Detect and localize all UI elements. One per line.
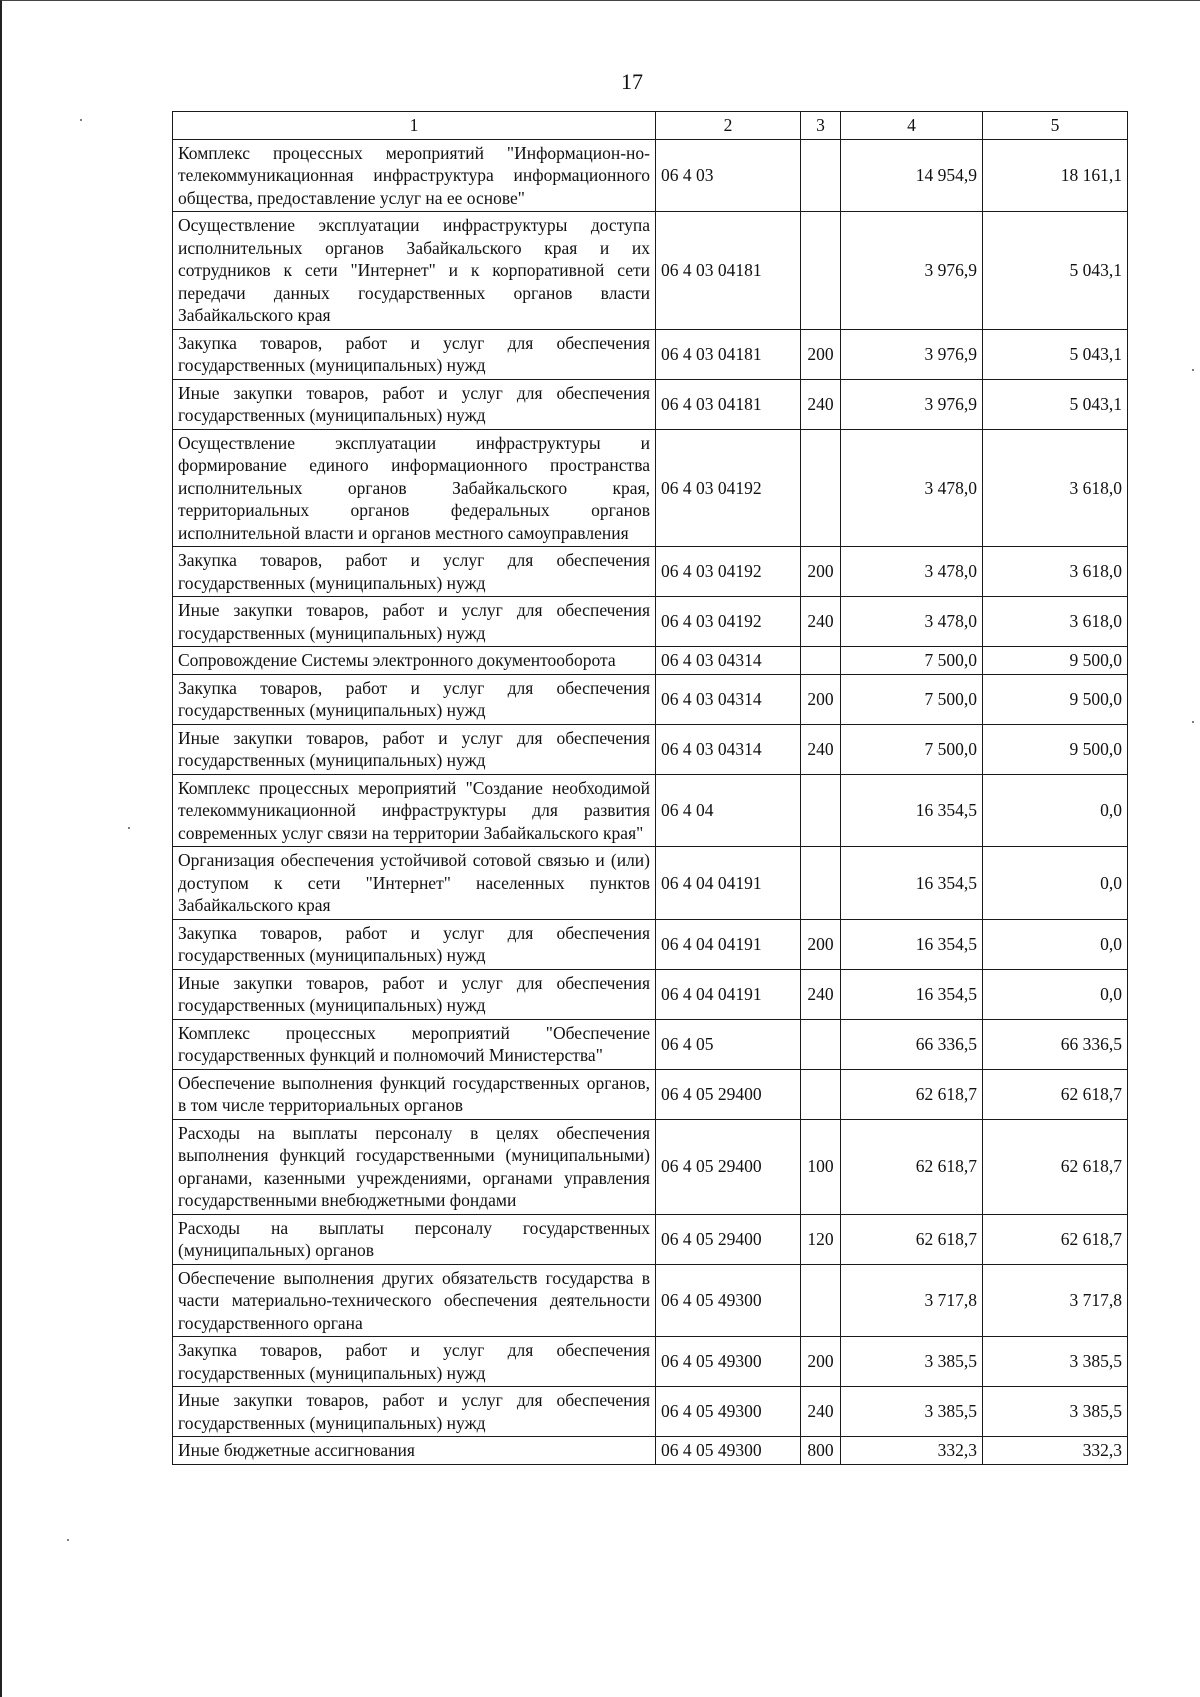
row-value-col4: 7 500,0: [841, 647, 983, 675]
row-value-col4: 66 336,5: [841, 1019, 983, 1069]
row-name: Закупка товаров, работ и услуг для обеспечения государственных (муниципальных) нужд: [173, 919, 656, 969]
row-code: 06 4 03 04181: [656, 329, 801, 379]
row-code: 06 4 05 49300: [656, 1337, 801, 1387]
row-name: Осуществление эксплуатации инфраструктуры доступа исполнительных органов Забайкальского края и их сотрудников к сети "Интернет" и к корпоративной сети передачи данных государственных органов власти Забайкальского края: [173, 212, 656, 330]
row-value-col5: 5 043,1: [983, 379, 1128, 429]
row-value-col4: 3 478,0: [841, 597, 983, 647]
row-code: 06 4 05: [656, 1019, 801, 1069]
row-name: Иные закупки товаров, работ и услуг для обеспечения государственных (муниципальных) нужд: [173, 969, 656, 1019]
header-col-1: 1: [173, 112, 656, 140]
table-row: [173, 774, 1128, 847]
row-expense-type: 200: [801, 919, 841, 969]
table-row: [173, 1337, 1128, 1387]
row-value-col4: 62 618,7: [841, 1069, 983, 1119]
row-expense-type: 200: [801, 329, 841, 379]
row-expense-type: [801, 429, 841, 547]
row-name: Организация обеспечения устойчивой сотовой связью и (или) доступом к сети "Интернет" населенных пунктов Забайкальского края: [173, 847, 656, 920]
row-value-col5: 3 717,8: [983, 1264, 1128, 1337]
row-name: Комплекс процессных мероприятий "Создание необходимой телекоммуникационной инфраструктуры для развития современных услуг связи на территории Забайкальского края": [173, 774, 656, 847]
table-row: [173, 379, 1128, 429]
scan-speck: [1192, 369, 1194, 371]
row-value-col5: 3 385,5: [983, 1337, 1128, 1387]
row-value-col4: 3 976,9: [841, 379, 983, 429]
row-value-col4: 3 976,9: [841, 212, 983, 330]
table-body: [173, 139, 1128, 1464]
row-value-col5: 0,0: [983, 774, 1128, 847]
row-value-col5: 3 618,0: [983, 547, 1128, 597]
table-row: [173, 1264, 1128, 1337]
table-row: [173, 1437, 1128, 1465]
row-code: 06 4 03 04181: [656, 212, 801, 330]
row-name: Закупка товаров, работ и услуг для обеспечения государственных (муниципальных) нужд: [173, 547, 656, 597]
row-name: Обеспечение выполнения других обязательств государства в части материально-технического обеспечения деятельности государственного органа: [173, 1264, 656, 1337]
row-value-col5: 66 336,5: [983, 1019, 1128, 1069]
budget-table: [172, 111, 1128, 1465]
row-code: 06 4 05 49300: [656, 1387, 801, 1437]
row-expense-type: [801, 1069, 841, 1119]
row-name: Иные закупки товаров, работ и услуг для обеспечения государственных (муниципальных) нужд: [173, 597, 656, 647]
table-row: [173, 1387, 1128, 1437]
row-code: 06 4 03 04314: [656, 647, 801, 675]
row-name: Иные закупки товаров, работ и услуг для обеспечения государственных (муниципальных) нужд: [173, 379, 656, 429]
row-code: 06 4 04 04191: [656, 847, 801, 920]
row-name: Сопровождение Системы электронного документооборота: [173, 647, 656, 675]
row-value-col5: 3 618,0: [983, 597, 1128, 647]
row-value-col5: 3 618,0: [983, 429, 1128, 547]
table-row: [173, 674, 1128, 724]
row-expense-type: 240: [801, 597, 841, 647]
row-name: Закупка товаров, работ и услуг для обеспечения государственных (муниципальных) нужд: [173, 674, 656, 724]
row-name: Закупка товаров, работ и услуг для обеспечения государственных (муниципальных) нужд: [173, 329, 656, 379]
row-value-col4: 62 618,7: [841, 1119, 983, 1214]
header-col-4: 4: [841, 112, 983, 140]
table-header: [173, 112, 1128, 140]
row-name: Комплекс процессных мероприятий "Информацион-но-телекоммуникационная инфраструктура информационного общества, предоставление услуг на ее основе": [173, 139, 656, 212]
header-col-5: 5: [983, 112, 1128, 140]
row-value-col4: 3 717,8: [841, 1264, 983, 1337]
row-value-col5: 0,0: [983, 919, 1128, 969]
row-value-col5: 3 385,5: [983, 1387, 1128, 1437]
table-row: [173, 969, 1128, 1019]
row-name: Иные бюджетные ассигнования: [173, 1437, 656, 1465]
row-name: Закупка товаров, работ и услуг для обеспечения государственных (муниципальных) нужд: [173, 1337, 656, 1387]
row-name: Иные закупки товаров, работ и услуг для обеспечения государственных (муниципальных) нужд: [173, 1387, 656, 1437]
row-value-col5: 0,0: [983, 847, 1128, 920]
page-number: 17: [621, 69, 643, 94]
row-value-col5: 0,0: [983, 969, 1128, 1019]
row-expense-type: 200: [801, 674, 841, 724]
row-name: Обеспечение выполнения функций государственных органов, в том числе территориальных органов: [173, 1069, 656, 1119]
row-value-col5: 5 043,1: [983, 329, 1128, 379]
row-code: 06 4 05 49300: [656, 1264, 801, 1337]
row-code: 06 4 03 04192: [656, 597, 801, 647]
row-expense-type: [801, 212, 841, 330]
row-expense-type: [801, 847, 841, 920]
row-value-col4: 16 354,5: [841, 919, 983, 969]
row-name: Комплекс процессных мероприятий "Обеспечение государственных функций и полномочий Министерства": [173, 1019, 656, 1069]
header-col-3: 3: [801, 112, 841, 140]
row-value-col5: 9 500,0: [983, 724, 1128, 774]
row-name: Иные закупки товаров, работ и услуг для обеспечения государственных (муниципальных) нужд: [173, 724, 656, 774]
row-name: Осуществление эксплуатации инфраструктуры и формирование единого информационного пространства исполнительных органов Забайкальского края, территориальных органов федеральных органов исполнительной власти и органов местного самоуправления: [173, 429, 656, 547]
table-row: [173, 647, 1128, 675]
row-code: 06 4 05 29400: [656, 1119, 801, 1214]
header-col-2: 2: [656, 112, 801, 140]
row-expense-type: 800: [801, 1437, 841, 1465]
scan-speck: [67, 1539, 69, 1541]
row-expense-type: 240: [801, 724, 841, 774]
row-value-col5: 62 618,7: [983, 1069, 1128, 1119]
row-code: 06 4 04 04191: [656, 919, 801, 969]
table-row: [173, 1214, 1128, 1264]
row-value-col4: 3 478,0: [841, 429, 983, 547]
table-row: [173, 429, 1128, 547]
row-expense-type: 240: [801, 379, 841, 429]
row-code: 06 4 03 04314: [656, 674, 801, 724]
row-code: 06 4 04: [656, 774, 801, 847]
row-expense-type: [801, 647, 841, 675]
row-code: 06 4 05 29400: [656, 1069, 801, 1119]
table-row: [173, 1069, 1128, 1119]
row-value-col4: 16 354,5: [841, 847, 983, 920]
table-row: [173, 847, 1128, 920]
table-row: [173, 1019, 1128, 1069]
table-row: [173, 547, 1128, 597]
row-expense-type: [801, 1019, 841, 1069]
row-code: 06 4 03 04192: [656, 547, 801, 597]
table-row: [173, 139, 1128, 212]
scan-speck: [128, 827, 130, 829]
row-code: 06 4 05 29400: [656, 1214, 801, 1264]
row-value-col4: 332,3: [841, 1437, 983, 1465]
table-row: [173, 919, 1128, 969]
row-value-col4: 16 354,5: [841, 969, 983, 1019]
row-value-col4: 3 385,5: [841, 1387, 983, 1437]
row-value-col4: 16 354,5: [841, 774, 983, 847]
row-value-col5: 18 161,1: [983, 139, 1128, 212]
row-expense-type: 120: [801, 1214, 841, 1264]
row-expense-type: 240: [801, 969, 841, 1019]
row-value-col4: 14 954,9: [841, 139, 983, 212]
row-value-col5: 62 618,7: [983, 1119, 1128, 1214]
row-expense-type: [801, 1264, 841, 1337]
row-value-col4: 7 500,0: [841, 674, 983, 724]
row-value-col4: 3 478,0: [841, 547, 983, 597]
row-code: 06 4 04 04191: [656, 969, 801, 1019]
row-value-col5: 9 500,0: [983, 647, 1128, 675]
row-expense-type: [801, 774, 841, 847]
row-name: Расходы на выплаты персоналу государственных (муниципальных) органов: [173, 1214, 656, 1264]
table-row: [173, 1119, 1128, 1214]
row-value-col4: 3 385,5: [841, 1337, 983, 1387]
table-row: [173, 329, 1128, 379]
row-code: 06 4 03: [656, 139, 801, 212]
scan-speck: [1192, 721, 1194, 723]
row-value-col5: 5 043,1: [983, 212, 1128, 330]
table-row: [173, 212, 1128, 330]
row-name: Расходы на выплаты персоналу в целях обеспечения выполнения функций государственными (муниципальными) органами, казенными учреждениями, органами управления государственными внебюджетными фондами: [173, 1119, 656, 1214]
row-code: 06 4 03 04181: [656, 379, 801, 429]
row-expense-type: [801, 139, 841, 212]
table-row: [173, 724, 1128, 774]
row-code: 06 4 05 49300: [656, 1437, 801, 1465]
row-code: 06 4 03 04192: [656, 429, 801, 547]
row-expense-type: 240: [801, 1387, 841, 1437]
row-value-col5: 9 500,0: [983, 674, 1128, 724]
header-row: [173, 112, 1128, 140]
row-expense-type: 200: [801, 547, 841, 597]
row-value-col4: 3 976,9: [841, 329, 983, 379]
row-value-col4: 7 500,0: [841, 724, 983, 774]
scan-speck: [80, 119, 82, 121]
table-row: [173, 597, 1128, 647]
row-value-col5: 62 618,7: [983, 1214, 1128, 1264]
row-value-col4: 62 618,7: [841, 1214, 983, 1264]
row-code: 06 4 03 04314: [656, 724, 801, 774]
row-expense-type: 200: [801, 1337, 841, 1387]
row-expense-type: 100: [801, 1119, 841, 1214]
row-value-col5: 332,3: [983, 1437, 1128, 1465]
